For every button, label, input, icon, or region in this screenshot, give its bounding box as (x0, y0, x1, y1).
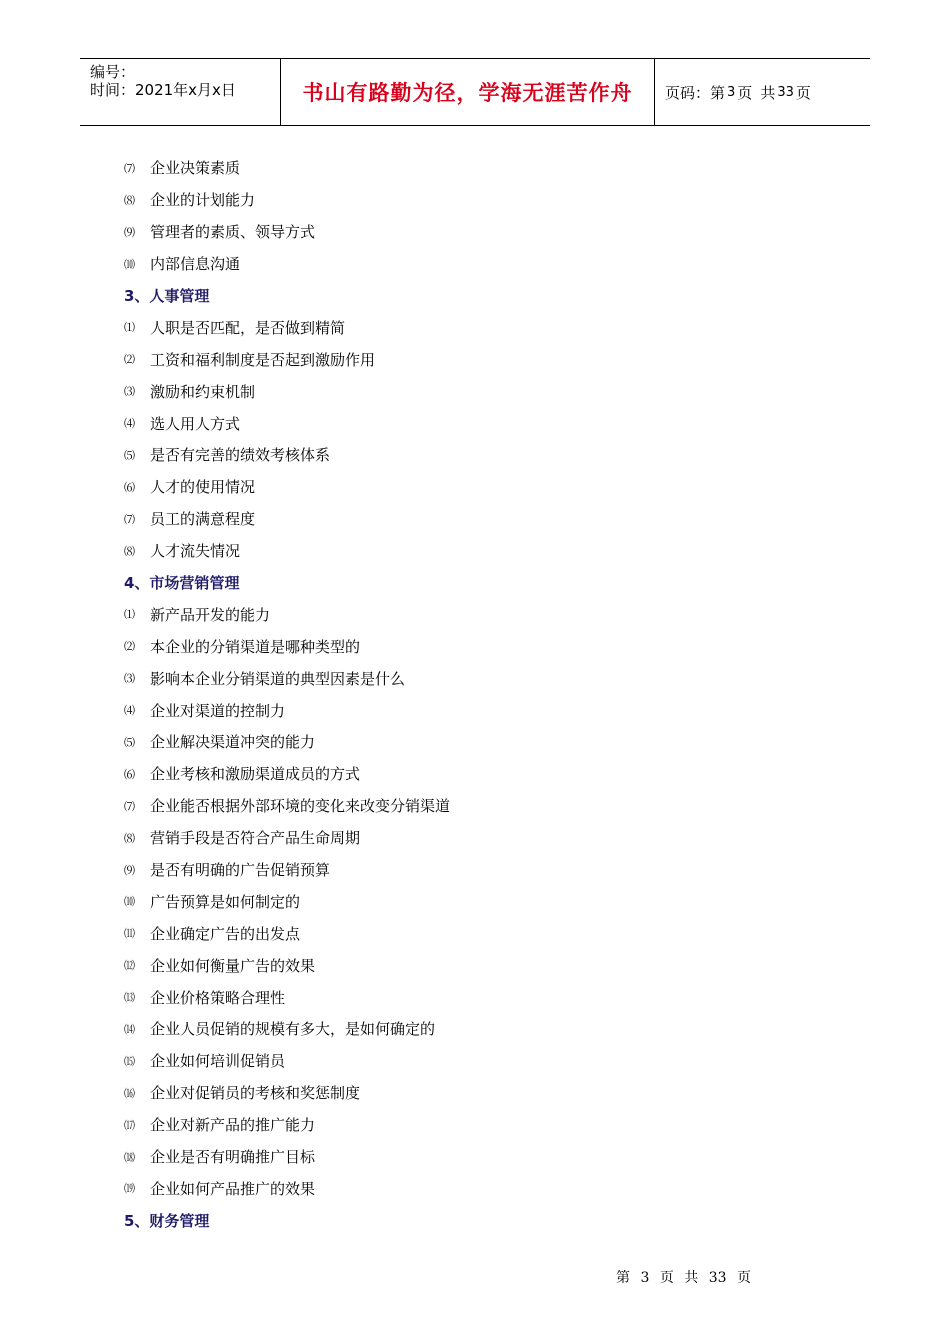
list-item-number: ⑺ (124, 161, 135, 175)
page-mid: 页 (737, 83, 753, 102)
list-item-text: 员工的满意程度 (150, 510, 256, 529)
list-item-number: ⒂ (124, 1054, 135, 1068)
list-item (124, 822, 844, 854)
page-current: 3 (727, 84, 736, 100)
list-item-number: ⑺ (124, 512, 135, 526)
list-item (124, 1045, 844, 1077)
list-item-text: 营销手段是否符合产品生命周期 (150, 829, 361, 848)
list-item-number: ⑵ (124, 640, 135, 654)
list-item-text: 人才的使用情况 (150, 478, 256, 497)
list-item-number: ⑷ (124, 704, 135, 718)
list-item (124, 152, 844, 184)
list-item-number: ⑷ (124, 417, 135, 431)
section-heading (124, 280, 844, 312)
list-item (124, 1141, 844, 1173)
page-total-label: 共 (760, 83, 776, 102)
list-item-number: ⑼ (124, 863, 135, 877)
list-item (124, 1173, 844, 1205)
page-header (80, 58, 870, 126)
list-item-text: 企业价格策略合理性 (150, 988, 286, 1007)
list-item (124, 917, 844, 949)
document-time-label: 时间：2021年x月x日 (90, 81, 236, 99)
list-item (124, 981, 844, 1013)
list-item-text: 是否有完善的绩效考核体系 (150, 446, 331, 465)
list-item-number: ⑽ (124, 895, 135, 909)
list-item-text: 企业能否根据外部环境的变化来改变分销渠道 (150, 797, 451, 816)
list-item-number: ⒀ (124, 991, 135, 1005)
list-item-number: ⑻ (124, 831, 135, 845)
footer-prefix: 第 (616, 1270, 630, 1286)
list-item-number: ⑸ (124, 735, 135, 749)
list-item (124, 407, 844, 439)
list-item-text: 企业如何培训促销员 (150, 1052, 286, 1071)
list-item-text: 企业是否有明确推广目标 (150, 1148, 316, 1167)
list-item (124, 1109, 844, 1141)
page-label: 页码：第 (665, 83, 726, 102)
list-item-number: ⒁ (124, 1022, 135, 1036)
list-item-text: 激励和约束机制 (150, 382, 256, 401)
list-item-text: 管理者的素质、领导方式 (150, 223, 316, 242)
list-item (124, 726, 844, 758)
list-item (124, 503, 844, 535)
footer-current: 3 (640, 1270, 650, 1286)
list-item (124, 949, 844, 981)
list-item (124, 535, 844, 567)
list-item (124, 216, 844, 248)
list-item-number: ⑶ (124, 672, 135, 686)
list-item-text: 内部信息沟通 (150, 255, 241, 274)
list-item (124, 471, 844, 503)
list-item-number: ⑴ (124, 321, 135, 335)
footer-total: 33 (708, 1270, 727, 1286)
list-item-number: ⑶ (124, 385, 135, 399)
footer-suffix: 页 (737, 1270, 752, 1286)
list-item-text: 企业对新产品的推广能力 (150, 1116, 316, 1135)
list-item-text: 企业确定广告的出发点 (150, 924, 301, 943)
section-heading (124, 567, 844, 599)
list-item-text: 是否有明确的广告促销预算 (150, 861, 331, 880)
section-heading-text: 3、人事管理 (124, 287, 210, 305)
header-motto: 书山有路勤为径，学海无涯苦作舟 (281, 59, 655, 125)
section-heading (124, 1204, 844, 1236)
document-body (124, 152, 844, 1236)
page-end: 页 (795, 83, 811, 102)
footer-mid: 页 (659, 1270, 674, 1286)
list-item-text: 企业人员促销的规模有多大，是如何确定的 (150, 1020, 436, 1039)
list-item-text: 本企业的分销渠道是哪种类型的 (150, 637, 361, 656)
list-item-text: 选人用人方式 (150, 414, 241, 433)
list-item (124, 694, 844, 726)
list-item-text: 影响本企业分销渠道的典型因素是什么 (150, 669, 406, 688)
list-item (124, 343, 844, 375)
list-item-number: ⑻ (124, 544, 135, 558)
list-item-number: ⑵ (124, 353, 135, 367)
list-item (124, 885, 844, 917)
list-item-text: 人才流失情况 (150, 542, 241, 561)
list-item (124, 758, 844, 790)
list-item-number: ⑿ (124, 959, 135, 973)
list-item-number: ⒆ (124, 1182, 135, 1196)
list-item-text: 工资和福利制度是否起到激励作用 (150, 350, 376, 369)
list-item-text: 企业对渠道的控制力 (150, 701, 286, 720)
list-item-number: ⑾ (124, 927, 135, 941)
list-item-text: 人职是否匹配，是否做到精简 (150, 318, 346, 337)
list-item-text: 企业考核和激励渠道成员的方式 (150, 765, 361, 784)
page-footer (616, 1267, 757, 1287)
list-item-number: ⑹ (124, 767, 135, 781)
list-item-number: ⒄ (124, 1118, 135, 1132)
list-item (124, 375, 844, 407)
list-item-text: 企业的计划能力 (150, 191, 256, 210)
list-item (124, 598, 844, 630)
list-item-number: ⑽ (124, 257, 135, 271)
list-item-text: 企业如何衡量广告的效果 (150, 956, 316, 975)
list-item-text: 新产品开发的能力 (150, 605, 271, 624)
document-number-label: 编号： (90, 63, 136, 81)
footer-total-label: 共 (684, 1270, 699, 1286)
list-item (124, 439, 844, 471)
list-item-number: ⑻ (124, 193, 135, 207)
list-item (124, 1013, 844, 1045)
list-item-text: 企业对促销员的考核和奖惩制度 (150, 1084, 361, 1103)
list-item-text: 企业解决渠道冲突的能力 (150, 733, 316, 752)
list-item-number: ⑼ (124, 225, 135, 239)
list-item-number: ⑸ (124, 448, 135, 462)
list-item (124, 630, 844, 662)
list-item-text: 企业决策素质 (150, 159, 241, 178)
list-item (124, 1077, 844, 1109)
section-heading-text: 4、市场营销管理 (124, 574, 240, 593)
header-page-info (655, 59, 870, 125)
list-item-number: ⑹ (124, 480, 135, 494)
list-item-text: 企业如何产品推广的效果 (150, 1179, 316, 1198)
list-item (124, 662, 844, 694)
list-item-number: ⒅ (124, 1150, 135, 1164)
list-item-number: ⑴ (124, 608, 135, 622)
list-item (124, 184, 844, 216)
list-item (124, 854, 844, 886)
list-item (124, 248, 844, 280)
list-item-number: ⑺ (124, 799, 135, 813)
list-item-number: ⒃ (124, 1086, 135, 1100)
list-item (124, 311, 844, 343)
list-item-text: 广告预算是如何制定的 (150, 892, 301, 911)
list-item (124, 790, 844, 822)
page-total: 33 (777, 84, 794, 100)
section-heading-text: 5、财务管理 (124, 1211, 210, 1230)
header-meta (80, 59, 281, 125)
